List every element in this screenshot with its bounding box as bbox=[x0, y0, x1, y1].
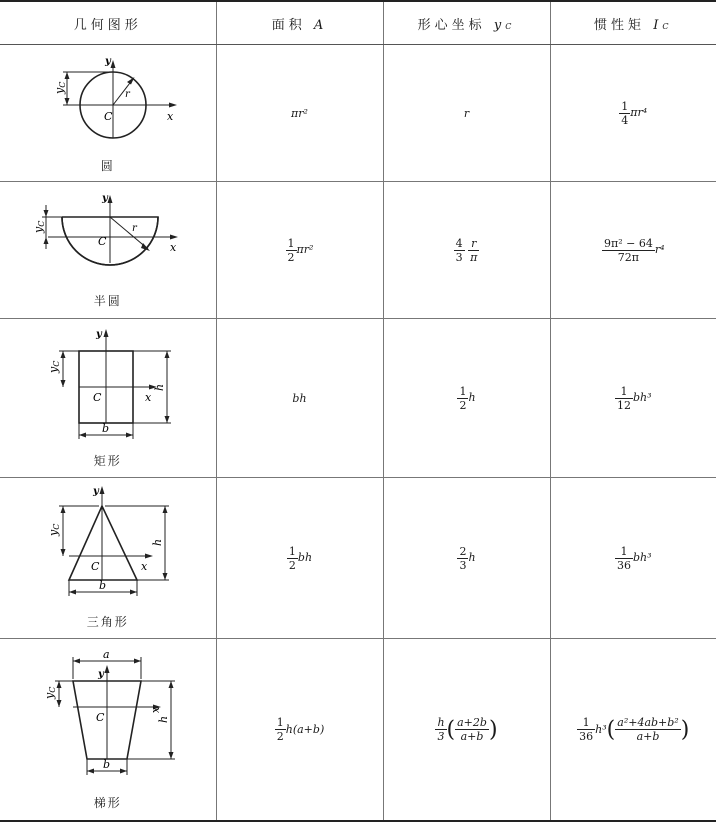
header-shape-label: 几何图形 bbox=[73, 17, 142, 33]
frac-num: 4 bbox=[455, 236, 463, 250]
frac-den: 36 bbox=[616, 558, 631, 572]
shape-cell bbox=[0, 319, 216, 478]
header-inertia bbox=[550, 1, 716, 45]
yc-label: yC bbox=[46, 360, 61, 373]
frac-num: a²+4ab+b² bbox=[617, 716, 679, 729]
shape-name-semicircle: 半圆 bbox=[93, 294, 122, 308]
shape-name-triangle: 三角形 bbox=[86, 615, 129, 629]
inertia-formula: $\frac{1}{36}$ h³( $\frac{\text{a²+4ab+b²}}{a+b}$ ) bbox=[579, 716, 690, 743]
header-shape bbox=[0, 1, 216, 45]
formula-tail: πr² bbox=[296, 243, 314, 256]
frac-den: 72π bbox=[617, 250, 640, 264]
header-inertia-label: 惯性矩 bbox=[594, 17, 646, 33]
frac-den: 4 bbox=[621, 113, 629, 127]
frac-num: 2 bbox=[459, 544, 467, 558]
centroid-cell bbox=[383, 45, 550, 182]
frac-den: 2 bbox=[276, 730, 284, 743]
formula-tail: h(a+b) bbox=[285, 722, 325, 736]
table-row bbox=[0, 45, 716, 182]
y-axis-label: y bbox=[92, 486, 99, 497]
triangle-figure bbox=[33, 486, 183, 608]
inertia-cell bbox=[550, 639, 716, 822]
table-row bbox=[0, 182, 716, 319]
header-inertia-subscript: C bbox=[662, 21, 673, 31]
formula-tail: r⁴ bbox=[654, 243, 665, 256]
area-cell bbox=[216, 478, 383, 639]
shape-name-trapezoid: 梯形 bbox=[93, 795, 122, 810]
centroid-cell bbox=[383, 319, 550, 478]
header-centroid-subscript: C bbox=[505, 21, 516, 31]
frac-num: 1 bbox=[288, 544, 296, 558]
centroid-label: C bbox=[92, 391, 102, 404]
frac-den: 2 bbox=[287, 250, 295, 264]
area-cell bbox=[216, 319, 383, 478]
table-header-row bbox=[0, 1, 716, 45]
shape-cell bbox=[0, 182, 216, 319]
header-centroid-symbol: y bbox=[493, 17, 506, 33]
centroid-label: C bbox=[90, 560, 100, 573]
frac-num: 1 bbox=[459, 384, 467, 398]
y-axis-label: y bbox=[97, 668, 104, 680]
centroid-cell bbox=[383, 182, 550, 319]
width-label: b bbox=[98, 579, 106, 592]
formula-mid: h³ bbox=[595, 722, 607, 736]
frac-num: 1 bbox=[577, 716, 595, 730]
centroid-formula bbox=[454, 236, 480, 264]
shape-cell bbox=[0, 639, 216, 822]
formula-tail: bh³ bbox=[632, 551, 652, 564]
formula-tail: h bbox=[468, 391, 476, 404]
shape-cell bbox=[0, 478, 216, 639]
inertia-formula bbox=[615, 544, 652, 572]
header-area-symbol: A bbox=[313, 17, 328, 33]
frac-den: a+b bbox=[460, 730, 484, 743]
centroid-label: C bbox=[97, 235, 107, 248]
shape-cell bbox=[0, 45, 216, 182]
frac-num: 1 bbox=[621, 99, 629, 113]
area-formula bbox=[275, 716, 325, 743]
frac-num: a+2b bbox=[457, 716, 487, 729]
centroid-cell bbox=[383, 639, 550, 822]
inertia-formula bbox=[619, 99, 648, 127]
inertia-cell bbox=[550, 478, 716, 639]
width-label: b bbox=[101, 422, 109, 435]
area-formula bbox=[287, 544, 313, 572]
radius-label: r bbox=[131, 223, 137, 234]
frac-den: 3 bbox=[455, 250, 463, 264]
centroid-formula bbox=[457, 544, 476, 572]
inertia-cell bbox=[550, 319, 716, 478]
centroid-formula bbox=[457, 384, 476, 412]
centroid-formula: r bbox=[463, 107, 470, 120]
frac-num: r bbox=[468, 237, 479, 251]
inertia-cell bbox=[550, 182, 716, 319]
centroid-label: C bbox=[95, 710, 105, 724]
frac-num: 1 bbox=[276, 716, 284, 729]
x-axis-label: x bbox=[169, 241, 176, 254]
table-row bbox=[0, 319, 716, 478]
bottom-width-label: b bbox=[102, 757, 110, 771]
rectangle-figure bbox=[33, 327, 183, 447]
frac-num: 9π² − 64 bbox=[603, 236, 653, 250]
centroid-label: C bbox=[103, 110, 113, 123]
top-width-label: a bbox=[102, 648, 110, 661]
frac-num: 1 bbox=[615, 385, 633, 399]
header-centroid-label: 形心坐标 bbox=[417, 17, 486, 33]
trapezoid-figure bbox=[33, 649, 183, 789]
shape-name-circle: 圆 bbox=[100, 159, 115, 173]
frac-den: 3 bbox=[459, 558, 467, 572]
x-axis-label: x bbox=[140, 560, 147, 573]
area-cell bbox=[216, 182, 383, 319]
frac-den: 2 bbox=[459, 398, 467, 412]
y-axis-label: y bbox=[95, 329, 102, 340]
frac-num: 1 bbox=[287, 236, 295, 250]
centroid-cell bbox=[383, 478, 550, 639]
y-axis-label: y bbox=[101, 193, 108, 204]
yc-label: yC bbox=[52, 81, 67, 94]
semicircle-figure bbox=[28, 191, 188, 287]
inertia-formula bbox=[615, 384, 652, 412]
yc-label: yC bbox=[42, 686, 57, 699]
x-axis-label: x bbox=[144, 391, 151, 404]
yc-label: yC bbox=[46, 523, 61, 536]
formula-tail: bh bbox=[297, 551, 313, 564]
x-axis-label: x bbox=[149, 706, 163, 713]
header-inertia-symbol: I bbox=[653, 17, 663, 33]
frac-num: h bbox=[437, 716, 445, 729]
formula-tail: bh³ bbox=[632, 391, 652, 404]
formula-tail: πr⁴ bbox=[630, 106, 648, 119]
header-centroid bbox=[383, 1, 550, 45]
radius-label: r bbox=[124, 89, 130, 100]
frac-den: a+b bbox=[636, 730, 660, 743]
frac-den: 36 bbox=[579, 730, 594, 743]
height-label: h bbox=[152, 383, 166, 391]
area-formula: bh bbox=[292, 392, 307, 405]
table-row bbox=[0, 478, 716, 639]
area-cell bbox=[216, 45, 383, 182]
height-label: h bbox=[150, 538, 164, 546]
y-axis-label: y bbox=[104, 56, 111, 67]
frac-num: 1 bbox=[615, 545, 633, 559]
centroid-formula: $\frac{h}{3}$ ( $\frac{a+2b}{a+b}$ ) bbox=[437, 716, 498, 743]
shape-name-rectangle: 矩形 bbox=[93, 454, 122, 468]
header-area bbox=[216, 1, 383, 45]
area-formula bbox=[286, 236, 314, 264]
area-cell bbox=[216, 639, 383, 822]
header-area-label: 面积 bbox=[271, 17, 306, 33]
table-row bbox=[0, 639, 716, 822]
x-axis-label: x bbox=[166, 110, 173, 123]
frac-den: 12 bbox=[616, 398, 631, 412]
inertia-cell bbox=[550, 45, 716, 182]
formula-tail: h bbox=[468, 551, 476, 564]
yc-label: yC bbox=[31, 220, 46, 233]
frac-den: 2 bbox=[288, 558, 296, 572]
height-label: h bbox=[156, 715, 170, 723]
frac-den: π bbox=[470, 250, 478, 264]
area-formula: πr² bbox=[291, 107, 308, 120]
frac-den: 3 bbox=[437, 730, 445, 743]
circle-figure bbox=[33, 52, 183, 152]
